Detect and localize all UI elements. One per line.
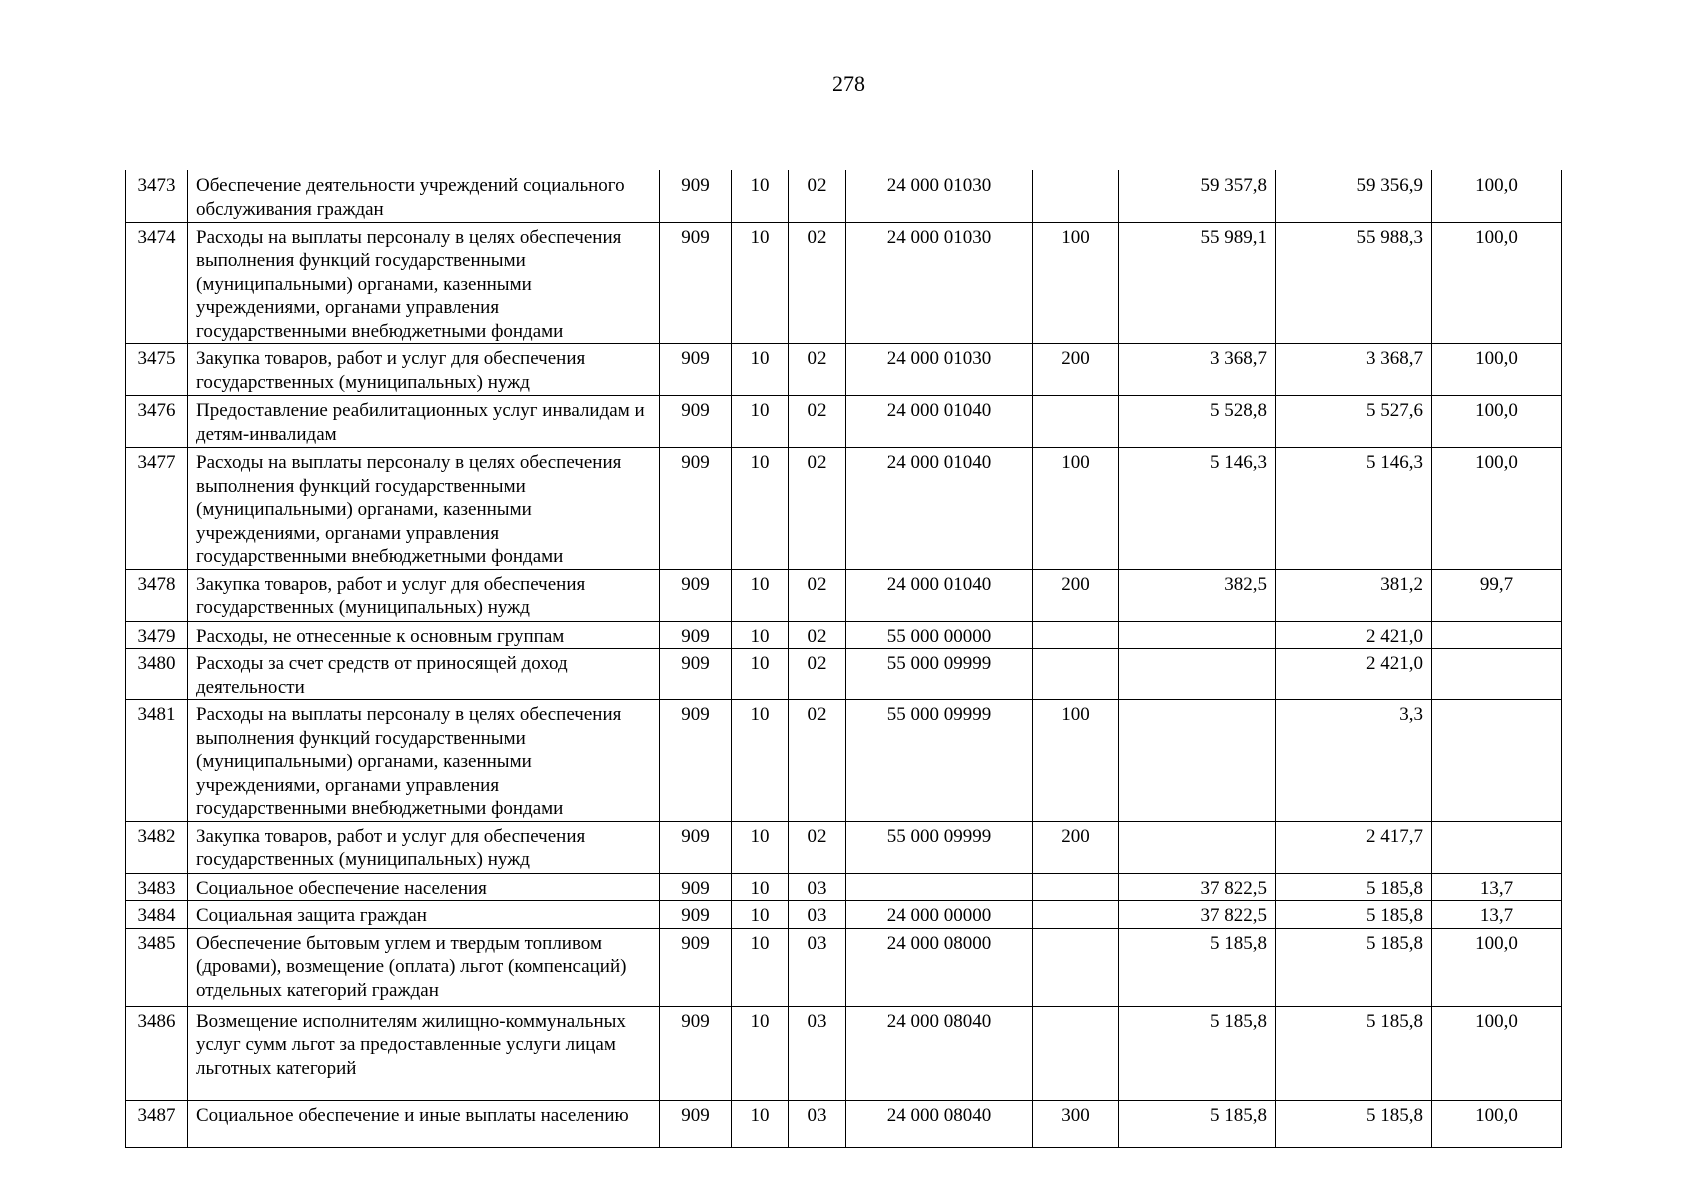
department-code-cell: 909 [660, 649, 732, 700]
subsection-code-cell: 03 [789, 928, 846, 1006]
department-code-cell: 909 [660, 170, 732, 222]
subsection-code-cell: 02 [789, 821, 846, 873]
actual-amount-cell: 55 988,3 [1276, 222, 1432, 344]
subsection-code-cell: 02 [789, 621, 846, 649]
target-article-code-cell: 24 000 01030 [846, 344, 1033, 396]
department-code-cell: 909 [660, 873, 732, 901]
table-row [126, 222, 1562, 344]
expense-type-code-cell [1033, 396, 1119, 448]
table-row [126, 344, 1562, 396]
expense-type-code-cell: 200 [1033, 569, 1119, 621]
actual-amount-cell: 5 185,8 [1276, 901, 1432, 929]
actual-amount-cell: 2 417,7 [1276, 821, 1432, 873]
table-row [126, 928, 1562, 1006]
expense-name-cell: Расходы, не отнесенные к основным группам [188, 621, 660, 649]
budget-table [125, 170, 1562, 1148]
target-article-code-cell: 24 000 01030 [846, 222, 1033, 344]
subsection-code-cell: 02 [789, 700, 846, 822]
department-code-cell: 909 [660, 448, 732, 570]
expense-name-cell: Социальное обеспечение населения [188, 873, 660, 901]
execution-percent-cell: 13,7 [1432, 901, 1562, 929]
department-code-cell: 909 [660, 928, 732, 1006]
table-row [126, 873, 1562, 901]
section-code-cell: 10 [732, 700, 789, 822]
section-code-cell: 10 [732, 821, 789, 873]
department-code-cell: 909 [660, 700, 732, 822]
department-code-cell: 909 [660, 621, 732, 649]
section-code-cell: 10 [732, 396, 789, 448]
expense-type-code-cell [1033, 928, 1119, 1006]
planned-amount-cell: 37 822,5 [1119, 901, 1276, 929]
planned-amount-cell: 5 185,8 [1119, 1100, 1276, 1147]
table-row [126, 569, 1562, 621]
department-code-cell: 909 [660, 1100, 732, 1147]
table-row [126, 170, 1562, 222]
expense-type-code-cell: 300 [1033, 1100, 1119, 1147]
expense-name-cell: Возмещение исполнителям жилищно-коммунальных услуг сумм льгот за предоставленные услуги лицам льготных категорий [188, 1006, 660, 1100]
row-number-cell: 3475 [126, 344, 188, 396]
expense-type-code-cell: 100 [1033, 700, 1119, 822]
planned-amount-cell [1119, 621, 1276, 649]
table-row [126, 1100, 1562, 1147]
planned-amount-cell: 3 368,7 [1119, 344, 1276, 396]
execution-percent-cell [1432, 700, 1562, 822]
execution-percent-cell [1432, 649, 1562, 700]
subsection-code-cell: 03 [789, 1006, 846, 1100]
subsection-code-cell: 03 [789, 873, 846, 901]
planned-amount-cell [1119, 821, 1276, 873]
expense-name-cell: Обеспечение деятельности учреждений социального обслуживания граждан [188, 170, 660, 222]
subsection-code-cell: 02 [789, 396, 846, 448]
table-row [126, 901, 1562, 929]
table-row [126, 700, 1562, 822]
expense-name-cell: Расходы на выплаты персоналу в целях обеспечения выполнения функций государственными (муниципальными) органами, казенными учреждениями, органами управления государственными внебюджетными фондами [188, 222, 660, 344]
row-number-cell: 3480 [126, 649, 188, 700]
actual-amount-cell: 59 356,9 [1276, 170, 1432, 222]
execution-percent-cell: 13,7 [1432, 873, 1562, 901]
expense-name-cell: Закупка товаров, работ и услуг для обеспечения государственных (муниципальных) нужд [188, 821, 660, 873]
row-number-cell: 3476 [126, 396, 188, 448]
expense-type-code-cell [1033, 649, 1119, 700]
planned-amount-cell: 37 822,5 [1119, 873, 1276, 901]
department-code-cell: 909 [660, 901, 732, 929]
execution-percent-cell [1432, 621, 1562, 649]
expense-name-cell: Социальная защита граждан [188, 901, 660, 929]
table-row [126, 448, 1562, 570]
execution-percent-cell: 100,0 [1432, 448, 1562, 570]
execution-percent-cell: 100,0 [1432, 222, 1562, 344]
target-article-code-cell: 55 000 09999 [846, 821, 1033, 873]
actual-amount-cell: 381,2 [1276, 569, 1432, 621]
row-number-cell: 3484 [126, 901, 188, 929]
section-code-cell: 10 [732, 1006, 789, 1100]
expense-name-cell: Предоставление реабилитационных услуг инвалидам и детям-инвалидам [188, 396, 660, 448]
expense-type-code-cell [1033, 621, 1119, 649]
planned-amount-cell: 5 146,3 [1119, 448, 1276, 570]
expense-name-cell: Обеспечение бытовым углем и твердым топливом (дровами), возмещение (оплата) льгот (компенсаций) отдельных категорий граждан [188, 928, 660, 1006]
execution-percent-cell [1432, 821, 1562, 873]
actual-amount-cell: 2 421,0 [1276, 649, 1432, 700]
row-number-cell: 3487 [126, 1100, 188, 1147]
execution-percent-cell: 100,0 [1432, 1006, 1562, 1100]
subsection-code-cell: 02 [789, 222, 846, 344]
expense-type-code-cell: 200 [1033, 821, 1119, 873]
row-number-cell: 3477 [126, 448, 188, 570]
department-code-cell: 909 [660, 222, 732, 344]
section-code-cell: 10 [732, 448, 789, 570]
department-code-cell: 909 [660, 344, 732, 396]
subsection-code-cell: 03 [789, 1100, 846, 1147]
planned-amount-cell: 5 185,8 [1119, 928, 1276, 1006]
expense-name-cell: Закупка товаров, работ и услуг для обеспечения государственных (муниципальных) нужд [188, 569, 660, 621]
subsection-code-cell: 02 [789, 569, 846, 621]
actual-amount-cell: 5 185,8 [1276, 1100, 1432, 1147]
target-article-code-cell: 55 000 09999 [846, 700, 1033, 822]
expense-type-code-cell [1033, 170, 1119, 222]
planned-amount-cell: 59 357,8 [1119, 170, 1276, 222]
section-code-cell: 10 [732, 222, 789, 344]
actual-amount-cell: 5 146,3 [1276, 448, 1432, 570]
expense-name-cell: Расходы на выплаты персоналу в целях обеспечения выполнения функций государственными (муниципальными) органами, казенными учреждениями, органами управления государственными внебюджетными фондами [188, 448, 660, 570]
row-number-cell: 3473 [126, 170, 188, 222]
page-number: 278 [832, 71, 865, 96]
actual-amount-cell: 3 368,7 [1276, 344, 1432, 396]
execution-percent-cell: 100,0 [1432, 344, 1562, 396]
table-row [126, 396, 1562, 448]
department-code-cell: 909 [660, 396, 732, 448]
section-code-cell: 10 [732, 344, 789, 396]
section-code-cell: 10 [732, 170, 789, 222]
target-article-code-cell: 24 000 08040 [846, 1006, 1033, 1100]
row-number-cell: 3474 [126, 222, 188, 344]
target-article-code-cell: 24 000 01030 [846, 170, 1033, 222]
target-article-code-cell: 55 000 00000 [846, 621, 1033, 649]
target-article-code-cell: 24 000 08000 [846, 928, 1033, 1006]
table-row [126, 621, 1562, 649]
section-code-cell: 10 [732, 621, 789, 649]
expense-name-cell: Социальное обеспечение и иные выплаты населению [188, 1100, 660, 1147]
expense-type-code-cell [1033, 1006, 1119, 1100]
target-article-code-cell: 24 000 01040 [846, 448, 1033, 570]
row-number-cell: 3485 [126, 928, 188, 1006]
actual-amount-cell: 2 421,0 [1276, 621, 1432, 649]
expense-name-cell: Закупка товаров, работ и услуг для обеспечения государственных (муниципальных) нужд [188, 344, 660, 396]
planned-amount-cell: 5 528,8 [1119, 396, 1276, 448]
execution-percent-cell: 99,7 [1432, 569, 1562, 621]
planned-amount-cell: 55 989,1 [1119, 222, 1276, 344]
planned-amount-cell [1119, 649, 1276, 700]
expense-name-cell: Расходы за счет средств от приносящей доход деятельности [188, 649, 660, 700]
row-number-cell: 3482 [126, 821, 188, 873]
execution-percent-cell: 100,0 [1432, 396, 1562, 448]
planned-amount-cell: 5 185,8 [1119, 1006, 1276, 1100]
section-code-cell: 10 [732, 569, 789, 621]
row-number-cell: 3479 [126, 621, 188, 649]
target-article-code-cell: 24 000 01040 [846, 569, 1033, 621]
subsection-code-cell: 03 [789, 901, 846, 929]
subsection-code-cell: 02 [789, 649, 846, 700]
expense-type-code-cell [1033, 901, 1119, 929]
row-number-cell: 3478 [126, 569, 188, 621]
expense-type-code-cell [1033, 873, 1119, 901]
planned-amount-cell: 382,5 [1119, 569, 1276, 621]
department-code-cell: 909 [660, 569, 732, 621]
target-article-code-cell: 55 000 09999 [846, 649, 1033, 700]
target-article-code-cell: 24 000 08040 [846, 1100, 1033, 1147]
section-code-cell: 10 [732, 901, 789, 929]
table-body [126, 170, 1562, 1147]
row-number-cell: 3481 [126, 700, 188, 822]
section-code-cell: 10 [732, 928, 789, 1006]
target-article-code-cell: 24 000 01040 [846, 396, 1033, 448]
row-number-cell: 3486 [126, 1006, 188, 1100]
planned-amount-cell [1119, 700, 1276, 822]
execution-percent-cell: 100,0 [1432, 1100, 1562, 1147]
expense-name-cell: Расходы на выплаты персоналу в целях обеспечения выполнения функций государственными (муниципальными) органами, казенными учреждениями, органами управления государственными внебюджетными фондами [188, 700, 660, 822]
expense-type-code-cell: 200 [1033, 344, 1119, 396]
target-article-code-cell: 24 000 00000 [846, 901, 1033, 929]
section-code-cell: 10 [732, 649, 789, 700]
execution-percent-cell: 100,0 [1432, 170, 1562, 222]
department-code-cell: 909 [660, 821, 732, 873]
expense-type-code-cell: 100 [1033, 448, 1119, 570]
table-row [126, 1006, 1562, 1100]
table-row [126, 649, 1562, 700]
actual-amount-cell: 5 185,8 [1276, 1006, 1432, 1100]
row-number-cell: 3483 [126, 873, 188, 901]
actual-amount-cell: 5 185,8 [1276, 928, 1432, 1006]
target-article-code-cell [846, 873, 1033, 901]
table-row [126, 821, 1562, 873]
actual-amount-cell: 5 185,8 [1276, 873, 1432, 901]
department-code-cell: 909 [660, 1006, 732, 1100]
actual-amount-cell: 5 527,6 [1276, 396, 1432, 448]
execution-percent-cell: 100,0 [1432, 928, 1562, 1006]
subsection-code-cell: 02 [789, 344, 846, 396]
section-code-cell: 10 [732, 1100, 789, 1147]
subsection-code-cell: 02 [789, 448, 846, 570]
subsection-code-cell: 02 [789, 170, 846, 222]
section-code-cell: 10 [732, 873, 789, 901]
expense-type-code-cell: 100 [1033, 222, 1119, 344]
actual-amount-cell: 3,3 [1276, 700, 1432, 822]
